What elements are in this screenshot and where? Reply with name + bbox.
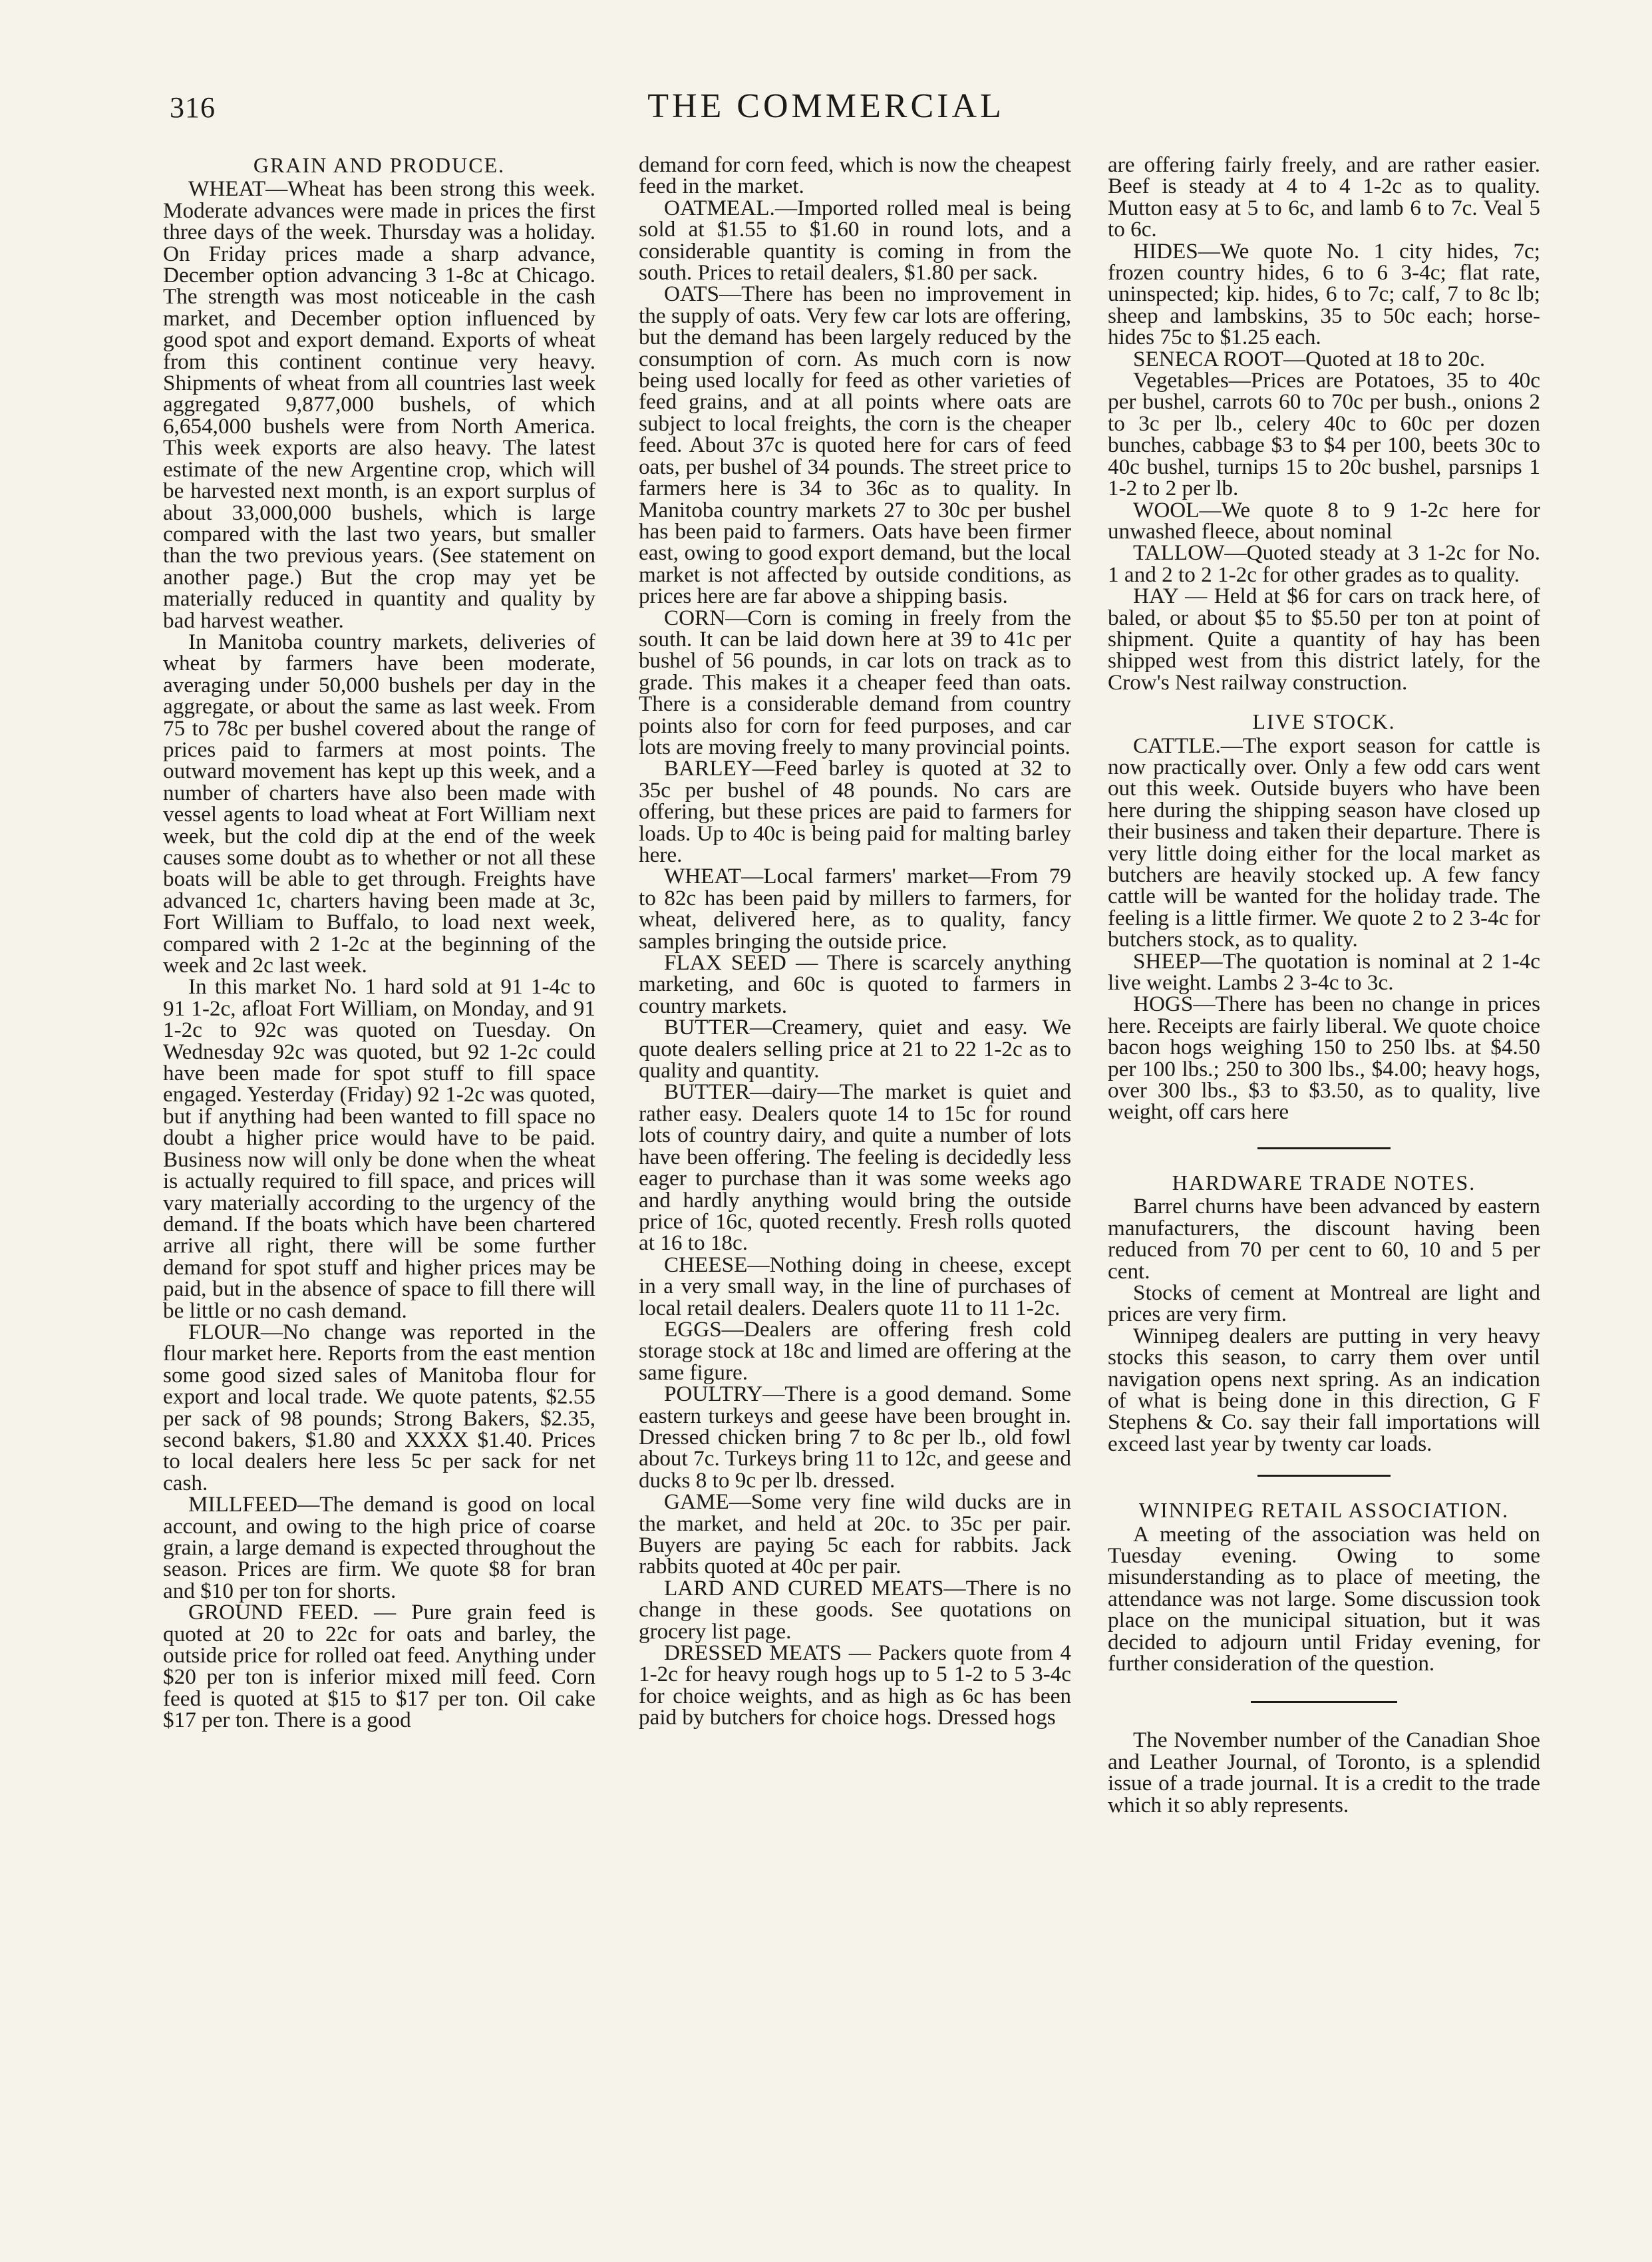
paragraph-cheese: CHEESE—Nothing doing in cheese, except in a very small way, in the line of purchases of local retail dealers. Dealers quote 11 to 11 1-2c. (639, 1252, 1071, 1320)
paragraph-oats: OATS—There has been no improvement in the supply of oats. Very few car lots are offering, but the demand has been largely reduced by the consumption of corn. As much corn is now being used locally for feed as other varieties of feed grains, and at all points where oats are subject to local freights, the corn is the cheaper feed. About 37c is quoted here for cars of feed oats, per bushel of 34 pounds. The street price to farmers here is 34 to 36c as to quality. In Manitoba country markets 27 to 30c per bushel has been paid to farmers. Oats have been firmer east, owing to good export demand, but the local market is not affected by outside conditions, as prices here are far above a shipping basis. (639, 282, 1071, 609)
section-heading-live-stock: LIVE STOCK. (1252, 709, 1396, 734)
page-title: THE COMMERCIAL (647, 87, 1005, 125)
paragraph-lard-cured-meats: LARD AND CURED MEATS—There is no change in these goods. See quotations on grocery list page. (639, 1575, 1071, 1644)
paragraph-tallow: TALLOW—Quoted steady at 3 1-2c for No. 1 and 2 to 2 1-2c for other grades as to quality. (1108, 540, 1540, 587)
divider (1251, 1701, 1397, 1703)
paragraph-wool: WOOL—We quote 8 to 9 1-2c here for unwashed fleece, about nominal (1108, 497, 1540, 544)
paragraph-game: GAME—Some very fine wild ducks are in the market, and held at 20c. to 35c per pair. Buyers are paying 5c each for rabbits. Jack rabbits quoted at 40c per pair. (639, 1489, 1071, 1579)
paragraph-hogs: HOGS—There has been no change in prices here. Receipts are fairly liberal. We quote choice bacon hogs weighing 150 to 250 lbs. at $4.50 per 100 lbs.; 250 to 300 lbs., $4.00; heavy hogs, over 300 lbs., $3 to $3.50, as to quality, live weight, off cars here (1108, 992, 1540, 1125)
paragraph-oatmeal: OATMEAL.—Imported rolled meal is being sold at $1.55 to $1.60 in round lots, and a considerable quantity is coming in from the south. Prices to retail dealers, $1.80 per sack. (639, 195, 1071, 285)
column-right (1108, 154, 1540, 2204)
paragraph-vegetables: Vegetables—Prices are Potatoes, 35 to 40c per bushel, carrots 60 to 70c per bush., onions 2 to 3c per lb., celery 40c to 60c per dozen bunches, cabbage $3 to $4 per 100, beets 30c to 40c bushel, turnips 15 to 20c bushel, parsnips 1 1-2 to 2 per lb. (1108, 368, 1540, 501)
paragraph-manitoba-markets: In Manitoba country markets, deliveries of wheat by farmers have been moderate, averaging under 50,000 bushels per day in the aggregate, or about the same as last week. From 75 to 78c per bushel covered about the range of prices paid to farmers at most points. The outward movement has kept up this week, and a number of charters have also been made with vessel agents to load wheat at Fort William next week, but the cold dip at the end of the week causes some doubt as to whether or not all these boats will be able to get through. Freights have advanced 1c, charters having been made at 3c, Fort William to Buffalo, to load next week, compared with 2 1-2c at the beginning of the week and 2c last week. (163, 629, 595, 978)
paragraph-butter-creamery: BUTTER—Creamery, quiet and easy. We quote dealers selling price at 21 to 22 1-2c as to quality and quantity. (639, 1015, 1071, 1083)
paragraph-wheat-local: WHEAT—Local farmers' market—From 79 to 82c has been paid by millers to farmers, for wheat, delivered here, as to quality, fancy samples bringing the outside price. (639, 864, 1071, 954)
paragraph-cement: Stocks of cement at Montreal are light and prices are very firm. (1108, 1280, 1540, 1327)
paragraph-meeting: A meeting of the association was held on Tuesday evening. Owing to some misunderstanding as to place of meeting, the attendance was not large. Some discussion took place on the municipal situation, but it was decided to adjourn until Friday evening, for further consideration of the question. (1108, 1521, 1540, 1676)
column-middle (639, 154, 1071, 2204)
page-number: 316 (170, 91, 216, 124)
paragraph-sheep: SHEEP—The quotation is nominal at 2 1-4c live weight. Lambs 2 3-4c to 3c. (1108, 948, 1540, 996)
divider (1257, 1475, 1391, 1477)
paragraph-eggs: EGGS—Dealers are offering fresh cold storage stock at 18c and limed are offering at the same figure. (639, 1316, 1071, 1385)
column-left (163, 154, 595, 2204)
paragraph-dressed-meats: DRESSED MEATS — Packers quote from 4 1-2c for heavy rough hogs up to 5 1-2 to 5 3-4c for choice weights, and as high as 6c has been paid by butchers for choice hogs. Dressed hogs (639, 1640, 1071, 1730)
paragraph-continued: are offering fairly freely, and are rather easier. Beef is steady at 4 to 4 1-2c as to quality. Mutton easy at 5 to 6c, and lamb 6 to 7c. Veal 5 to 6c. (1108, 154, 1540, 242)
paragraph-seneca-root: SENECA ROOT—Quoted at 18 to 20c. (1133, 346, 1486, 371)
divider (1257, 1147, 1391, 1149)
section-heading-winnipeg-retail-association: WINNIPEG RETAIL ASSOCIATION. (1138, 1498, 1510, 1523)
paragraph-shoe-leather-journal: The November number of the Canadian Shoe and Leather Journal, of Toronto, is a splendid issue of a trade journal. It is a credit to the trade which it so ably represents. (1108, 1728, 1540, 1817)
paragraph-millfeed: MILLFEED—The demand is good on local account, and owing to the high price of coarse grain, a large demand is expected throughout the season. Prices are firm. We quote $8 for bran and $10 per ton for shorts. (163, 1492, 595, 1603)
paragraph-poultry: POULTRY—There is a good demand. Some eastern turkeys and geese have been brought in. Dressed chicken bring 7 to 8c per lb., old fowl about 7c. Turkeys bring 11 to 12c, and geese and ducks 8 to 9c per lb. dressed. (639, 1382, 1071, 1493)
paragraph-wheat: WHEAT—Wheat has been strong this week. Moderate advances were made in prices the first three days of the week. Thursday was a holiday. On Friday prices made a sharp advance, December option advancing 3 1-8c at Chicago. The strength was most noticeable in the cash market, and December option influenced by good spot and export demand. Exports of wheat from this continent continue very heavy. Shipments of wheat from all countries last week aggregated 9,877,000 bushels, of which 6,654,000 bushels were from North America. This week exports are also heavy. The latest estimate of the new Argentine crop, which will be harvested next month, is an export surplus of about 33,000,000 bushels, which is large compared with the last two years, but smaller than the two previous years. (See statement on another page.) But the crop may yet be materially reduced in quantity and quality by bad harvest weather. (163, 176, 595, 633)
paragraph-continued: demand for corn feed, which is now the cheapest feed in the market. (639, 154, 1071, 199)
paragraph-corn: CORN—Corn is coming in freely from the south. It can be laid down here at 39 to 41c per bushel of 56 pounds, in car lots on track as to grade. This makes it a cheaper feed than oats. There is a considerable demand from country points also for corn for feed purposes, and car lots are moving freely to many provincial points. (639, 605, 1071, 759)
paragraph-hay: HAY — Held at $6 for cars on track here, of baled, or about $5 to $5.50 per ton at point of shipment. Quite a quantity of hay has been shipped west from this district lately, for the Crow's Nest railway construction. (1108, 584, 1540, 695)
paragraph-butter-dairy: BUTTER—dairy—The market is quiet and rather easy. Dealers quote 14 to 15c for round lots of country dairy, and quite a number of lots have been offering. The feeling is decidedly less eager to purchase than it was some weeks ago and hardly anything would bring the outside price of 16c, quoted recently. Fresh rolls quoted at 16 to 18c. (639, 1079, 1071, 1256)
paragraph-local-market: In this market No. 1 hard sold at 91 1-4c to 91 1-2c, afloat Fort William, on Monday, and 91 1-2c to 92c was quoted on Tuesday. On Wednesday 92c was quoted, but 92 1-2c could have been made for spot stuff to fill space engaged. Yesterday (Friday) 92 1-2c was quoted, but if anything had been wanted to fill space no doubt a higher price would have to be paid. Business now will only be done when the wheat is actually required to fill space, and prices will vary materially according to the urgency of the demand. If the boats which have been chartered arrive all right, there will be some further demand for spot stuff and higher prices may be paid, but in the absence of space to fill there will be little or no cash demand. (163, 974, 595, 1323)
paragraph-ground-feed: GROUND FEED. — Pure grain feed is quoted at 20 to 22c for oats and barley, the outside price for rolled oat feed. Anything under $20 per ton is inferior mixed mill feed. Corn feed is quoted at $15 to $17 per ton. Oil cake $17 per ton. There is a good (163, 1600, 595, 1733)
section-heading-grain-and-produce: GRAIN AND PRODUCE. (253, 154, 506, 177)
paragraph-barley: BARLEY—Feed barley is quoted at 32 to 35c per bushel of 48 pounds. No cars are offering, but these prices are paid to farmers for loads. Up to 40c is being paid for malting barley here. (639, 756, 1071, 867)
section-heading-hardware-trade-notes: HARDWARE TRADE NOTES. (1172, 1170, 1476, 1195)
paragraph-hides: HIDES—We quote No. 1 city hides, 7c; frozen country hides, 6 to 6 3-4c; flat rate, uninspected; kip. hides, 6 to 7c; calf, 7 to 8c lb; sheep and lambskins, 35 to 50c each; horse-hides 75c to $1.25 each. (1108, 238, 1540, 350)
paragraph-winnipeg-dealers: Winnipeg dealers are putting in very heavy stocks this season, to carry them over until navigation opens next spring. As an indication of what is being done in this direction, G F Stephens & Co. say their fall importations will exceed last year by twenty car loads. (1108, 1323, 1540, 1456)
paragraph-flour: FLOUR—No change was reported in the flour market here. Reports from the east mention some good sized sales of Manitoba flour for export and local trade. We quote patents, $2.55 per sack of 98 pounds; Strong Bakers, $2.35, second bakers, $1.80 and XXXX $1.40. Prices to local dealers here less 5c per sack for net cash. (163, 1319, 595, 1495)
paragraph-flax-seed: FLAX SEED — There is scarcely anything marketing, and 60c is quoted to farmers in country markets. (639, 950, 1071, 1018)
paragraph-barrel-churns: Barrel churns have been advanced by eastern manufacturers, the discount having been reduced from 70 per cent to 60, 10 and 5 per cent. (1108, 1194, 1540, 1284)
paragraph-cattle: CATTLE.—The export season for cattle is now practically over. Only a few odd cars went out this week. Outside buyers who have been here during the shipping season have closed up their business and taken their departure. There is very little doing either for the local market as butchers are heavily stocked up. A few fancy cattle will be wanted for the holiday trade. The feeling is a little firmer. We quote 2 to 2 3-4c for butchers stock, as to quality. (1108, 733, 1540, 952)
